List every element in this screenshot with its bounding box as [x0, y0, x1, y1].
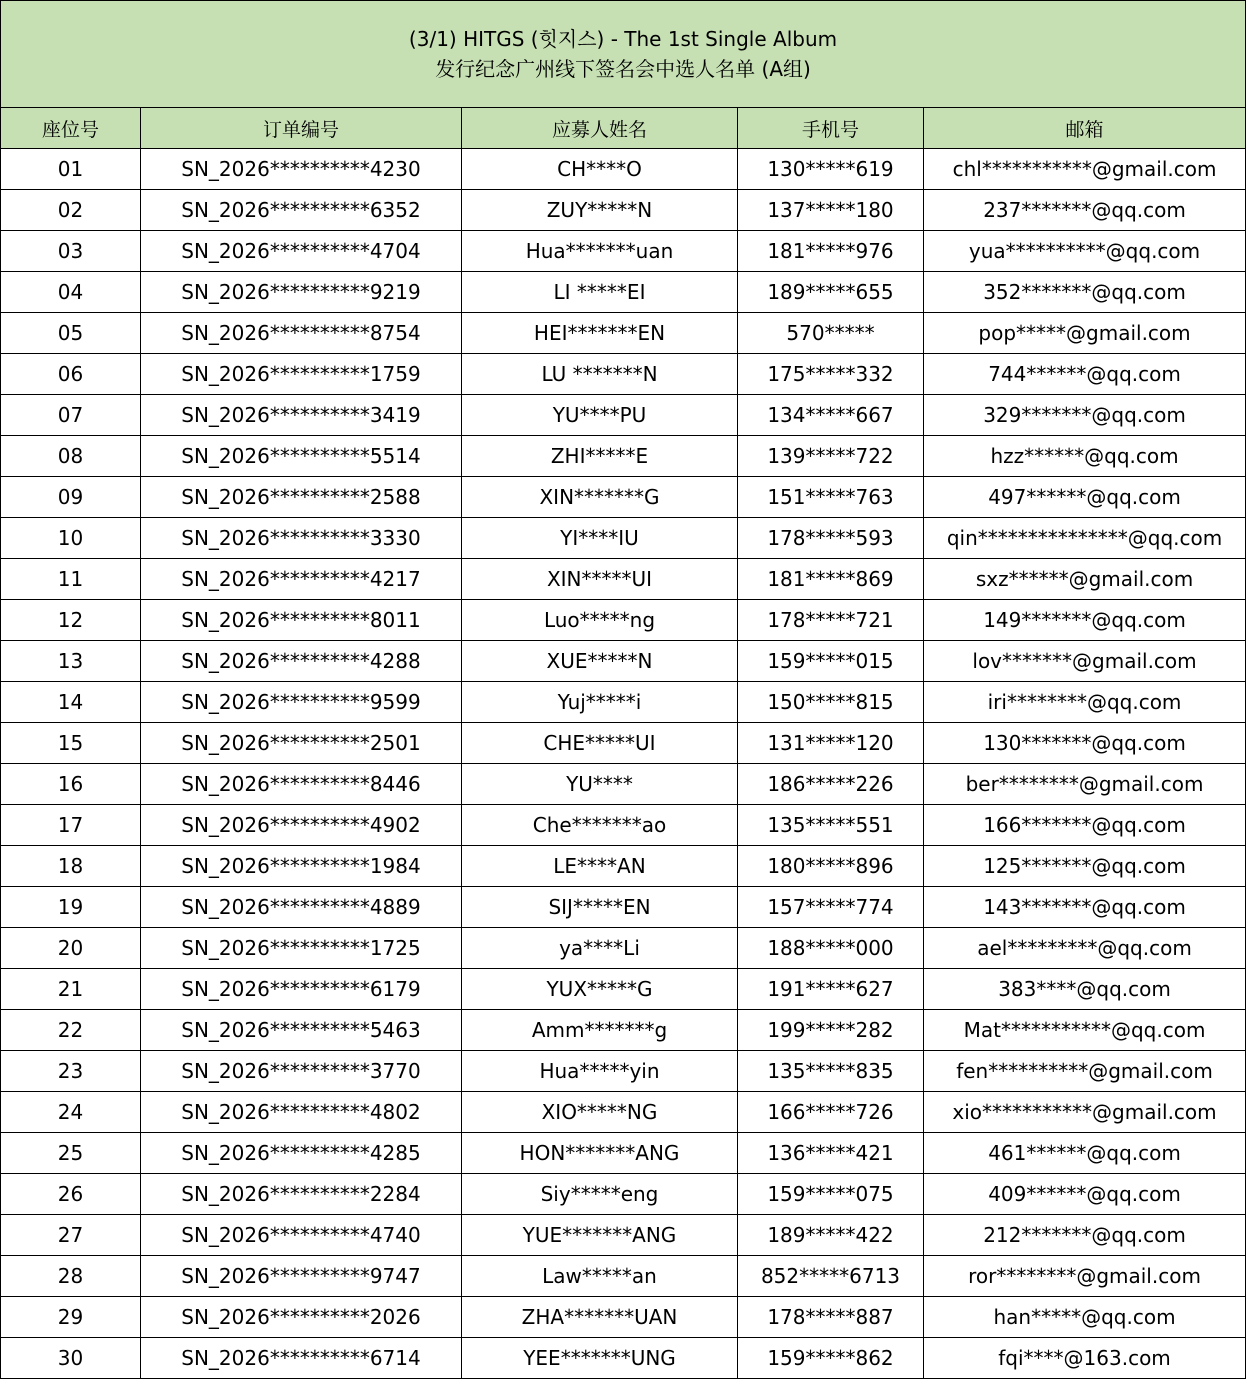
table-row [1, 682, 1246, 723]
order-id-cell: SN_2026**********2501 [141, 723, 462, 764]
applicant-name-cell: Che*******ao [462, 805, 738, 846]
table-row [1, 1092, 1246, 1133]
table-row [1, 149, 1246, 190]
column-header-row [1, 108, 1246, 149]
order-id-cell: SN_2026**********5463 [141, 1010, 462, 1051]
phone-cell: 199*****282 [738, 1010, 924, 1051]
applicant-name-cell: CHE*****UI [462, 723, 738, 764]
phone-cell: 186*****226 [738, 764, 924, 805]
email-cell: 166*******@qq.com [924, 805, 1246, 846]
phone-cell: 570***** [738, 313, 924, 354]
table-row [1, 190, 1246, 231]
seat-cell: 28 [1, 1256, 141, 1297]
column-header-email: 邮箱 [924, 108, 1246, 149]
order-id-cell: SN_2026**********4288 [141, 641, 462, 682]
applicant-name-cell: XIN*****UI [462, 559, 738, 600]
email-cell: 744******@qq.com [924, 354, 1246, 395]
seat-cell: 08 [1, 436, 141, 477]
phone-cell: 135*****835 [738, 1051, 924, 1092]
email-cell: lov*******@gmail.com [924, 641, 1246, 682]
seat-cell: 22 [1, 1010, 141, 1051]
phone-cell: 150*****815 [738, 682, 924, 723]
applicant-name-cell: YUX*****G [462, 969, 738, 1010]
email-cell: 237*******@qq.com [924, 190, 1246, 231]
seat-cell: 30 [1, 1338, 141, 1379]
seat-cell: 09 [1, 477, 141, 518]
applicant-name-cell: ZHI*****E [462, 436, 738, 477]
table-body [1, 149, 1246, 1379]
email-cell: pop*****@gmail.com [924, 313, 1246, 354]
applicant-name-cell: Siy*****eng [462, 1174, 738, 1215]
order-id-cell: SN_2026**********2026 [141, 1297, 462, 1338]
seat-cell: 18 [1, 846, 141, 887]
table-row [1, 1338, 1246, 1379]
email-cell: fqi****@163.com [924, 1338, 1246, 1379]
email-cell: 329*******@qq.com [924, 395, 1246, 436]
applicant-name-cell: CH****O [462, 149, 738, 190]
seat-cell: 20 [1, 928, 141, 969]
email-cell: 130*******@qq.com [924, 723, 1246, 764]
seat-cell: 01 [1, 149, 141, 190]
applicant-name-cell: ya****Li [462, 928, 738, 969]
applicant-name-cell: HON*******ANG [462, 1133, 738, 1174]
title-line-2: 发行纪念广州线下签名会中选人名单 (A组) [435, 57, 811, 81]
title-line-1: (3/1) HITGS (힛지스) - The 1st Single Album [408, 27, 838, 51]
phone-cell: 157*****774 [738, 887, 924, 928]
table-row [1, 1174, 1246, 1215]
order-id-cell: SN_2026**********9747 [141, 1256, 462, 1297]
seat-cell: 10 [1, 518, 141, 559]
order-id-cell: SN_2026**********3419 [141, 395, 462, 436]
applicant-name-cell: YUE*******ANG [462, 1215, 738, 1256]
applicant-name-cell: LI *****EI [462, 272, 738, 313]
table-row [1, 1051, 1246, 1092]
table-row [1, 559, 1246, 600]
order-id-cell: SN_2026**********4802 [141, 1092, 462, 1133]
applicant-name-cell: Hua*****yin [462, 1051, 738, 1092]
applicant-name-cell: YEE*******UNG [462, 1338, 738, 1379]
order-id-cell: SN_2026**********1984 [141, 846, 462, 887]
email-cell: xio***********@gmail.com [924, 1092, 1246, 1133]
order-id-cell: SN_2026**********4230 [141, 149, 462, 190]
column-header-seat: 座位号 [1, 108, 141, 149]
table-row [1, 846, 1246, 887]
seat-cell: 07 [1, 395, 141, 436]
phone-cell: 178*****721 [738, 600, 924, 641]
order-id-cell: SN_2026**********4902 [141, 805, 462, 846]
seat-cell: 19 [1, 887, 141, 928]
phone-cell: 135*****551 [738, 805, 924, 846]
table-row [1, 928, 1246, 969]
phone-cell: 189*****422 [738, 1215, 924, 1256]
email-cell: 409******@qq.com [924, 1174, 1246, 1215]
seat-cell: 13 [1, 641, 141, 682]
table-row [1, 354, 1246, 395]
email-cell: ber********@gmail.com [924, 764, 1246, 805]
email-cell: 212*******@qq.com [924, 1215, 1246, 1256]
table-row [1, 1256, 1246, 1297]
table-row [1, 436, 1246, 477]
email-cell: iri********@qq.com [924, 682, 1246, 723]
order-id-cell: SN_2026**********9219 [141, 272, 462, 313]
email-cell: 497******@qq.com [924, 477, 1246, 518]
order-id-cell: SN_2026**********3770 [141, 1051, 462, 1092]
order-id-cell: SN_2026**********9599 [141, 682, 462, 723]
order-id-cell: SN_2026**********1725 [141, 928, 462, 969]
applicant-name-cell: ZHA*******UAN [462, 1297, 738, 1338]
email-cell: fen**********@gmail.com [924, 1051, 1246, 1092]
table-row [1, 723, 1246, 764]
email-cell: 383****@qq.com [924, 969, 1246, 1010]
table-row [1, 887, 1246, 928]
order-id-cell: SN_2026**********3330 [141, 518, 462, 559]
order-id-cell: SN_2026**********2284 [141, 1174, 462, 1215]
seat-cell: 21 [1, 969, 141, 1010]
seat-cell: 16 [1, 764, 141, 805]
phone-cell: 178*****887 [738, 1297, 924, 1338]
seat-cell: 23 [1, 1051, 141, 1092]
order-id-cell: SN_2026**********4285 [141, 1133, 462, 1174]
seat-cell: 17 [1, 805, 141, 846]
phone-cell: 159*****015 [738, 641, 924, 682]
email-cell: ror********@gmail.com [924, 1256, 1246, 1297]
order-id-cell: SN_2026**********8754 [141, 313, 462, 354]
applicant-name-cell: HEI*******EN [462, 313, 738, 354]
seat-cell: 27 [1, 1215, 141, 1256]
table-row [1, 272, 1246, 313]
phone-cell: 136*****421 [738, 1133, 924, 1174]
applicant-name-cell: XIO*****NG [462, 1092, 738, 1133]
email-cell: 143*******@qq.com [924, 887, 1246, 928]
order-id-cell: SN_2026**********5514 [141, 436, 462, 477]
email-cell: ael*********@qq.com [924, 928, 1246, 969]
seat-cell: 06 [1, 354, 141, 395]
applicant-name-cell: LU *******N [462, 354, 738, 395]
order-id-cell: SN_2026**********2588 [141, 477, 462, 518]
applicant-name-cell: YU****PU [462, 395, 738, 436]
email-cell: chl***********@gmail.com [924, 149, 1246, 190]
table-row [1, 313, 1246, 354]
applicant-name-cell: XUE*****N [462, 641, 738, 682]
applicant-name-cell: YI****IU [462, 518, 738, 559]
table-row [1, 231, 1246, 272]
table-row [1, 600, 1246, 641]
table-row [1, 805, 1246, 846]
table-row [1, 395, 1246, 436]
applicant-name-cell: Hua*******uan [462, 231, 738, 272]
table-row [1, 1215, 1246, 1256]
seat-cell: 05 [1, 313, 141, 354]
applicant-name-cell: Law*****an [462, 1256, 738, 1297]
email-cell: hzz******@qq.com [924, 436, 1246, 477]
phone-cell: 137*****180 [738, 190, 924, 231]
table-row [1, 641, 1246, 682]
applicant-name-cell: LE****AN [462, 846, 738, 887]
table-title [1, 1, 1246, 108]
email-cell: 149*******@qq.com [924, 600, 1246, 641]
applicant-name-cell: Yuj*****i [462, 682, 738, 723]
phone-cell: 178*****593 [738, 518, 924, 559]
order-id-cell: SN_2026**********6714 [141, 1338, 462, 1379]
email-cell: 461******@qq.com [924, 1133, 1246, 1174]
email-cell: Mat***********@qq.com [924, 1010, 1246, 1051]
table-row [1, 1133, 1246, 1174]
seat-cell: 03 [1, 231, 141, 272]
phone-cell: 181*****976 [738, 231, 924, 272]
applicant-name-cell: Amm*******g [462, 1010, 738, 1051]
email-cell: han*****@qq.com [924, 1297, 1246, 1338]
order-id-cell: SN_2026**********6179 [141, 969, 462, 1010]
phone-cell: 175*****332 [738, 354, 924, 395]
email-cell: yua**********@qq.com [924, 231, 1246, 272]
seat-cell: 04 [1, 272, 141, 313]
seat-cell: 29 [1, 1297, 141, 1338]
applicant-name-cell: Luo*****ng [462, 600, 738, 641]
order-id-cell: SN_2026**********8446 [141, 764, 462, 805]
order-id-cell: SN_2026**********6352 [141, 190, 462, 231]
column-header-phone: 手机号 [738, 108, 924, 149]
table-row [1, 969, 1246, 1010]
seat-cell: 02 [1, 190, 141, 231]
phone-cell: 131*****120 [738, 723, 924, 764]
phone-cell: 191*****627 [738, 969, 924, 1010]
applicant-name-cell: SIJ*****EN [462, 887, 738, 928]
applicant-name-cell: YU**** [462, 764, 738, 805]
column-header-order-id: 订单编号 [141, 108, 462, 149]
phone-cell: 180*****896 [738, 846, 924, 887]
seat-cell: 25 [1, 1133, 141, 1174]
phone-cell: 188*****000 [738, 928, 924, 969]
phone-cell: 166*****726 [738, 1092, 924, 1133]
email-cell: sxz******@gmail.com [924, 559, 1246, 600]
email-cell: 352*******@qq.com [924, 272, 1246, 313]
column-header-applicant-name: 应募人姓名 [462, 108, 738, 149]
table-row [1, 477, 1246, 518]
email-cell: qin***************@qq.com [924, 518, 1246, 559]
order-id-cell: SN_2026**********1759 [141, 354, 462, 395]
seat-cell: 15 [1, 723, 141, 764]
phone-cell: 151*****763 [738, 477, 924, 518]
seat-cell: 24 [1, 1092, 141, 1133]
phone-cell: 189*****655 [738, 272, 924, 313]
order-id-cell: SN_2026**********4740 [141, 1215, 462, 1256]
phone-cell: 134*****667 [738, 395, 924, 436]
phone-cell: 139*****722 [738, 436, 924, 477]
table-row [1, 764, 1246, 805]
seat-cell: 26 [1, 1174, 141, 1215]
applicant-name-cell: XIN*******G [462, 477, 738, 518]
phone-cell: 130*****619 [738, 149, 924, 190]
table-row [1, 518, 1246, 559]
order-id-cell: SN_2026**********4704 [141, 231, 462, 272]
order-id-cell: SN_2026**********8011 [141, 600, 462, 641]
phone-cell: 159*****862 [738, 1338, 924, 1379]
order-id-cell: SN_2026**********4217 [141, 559, 462, 600]
order-id-cell: SN_2026**********4889 [141, 887, 462, 928]
seat-cell: 14 [1, 682, 141, 723]
table-row [1, 1010, 1246, 1051]
phone-cell: 181*****869 [738, 559, 924, 600]
phone-cell: 159*****075 [738, 1174, 924, 1215]
email-cell: 125*******@qq.com [924, 846, 1246, 887]
seat-cell: 12 [1, 600, 141, 641]
applicant-name-cell: ZUY*****N [462, 190, 738, 231]
seat-cell: 11 [1, 559, 141, 600]
phone-cell: 852*****6713 [738, 1256, 924, 1297]
table-row [1, 1297, 1246, 1338]
